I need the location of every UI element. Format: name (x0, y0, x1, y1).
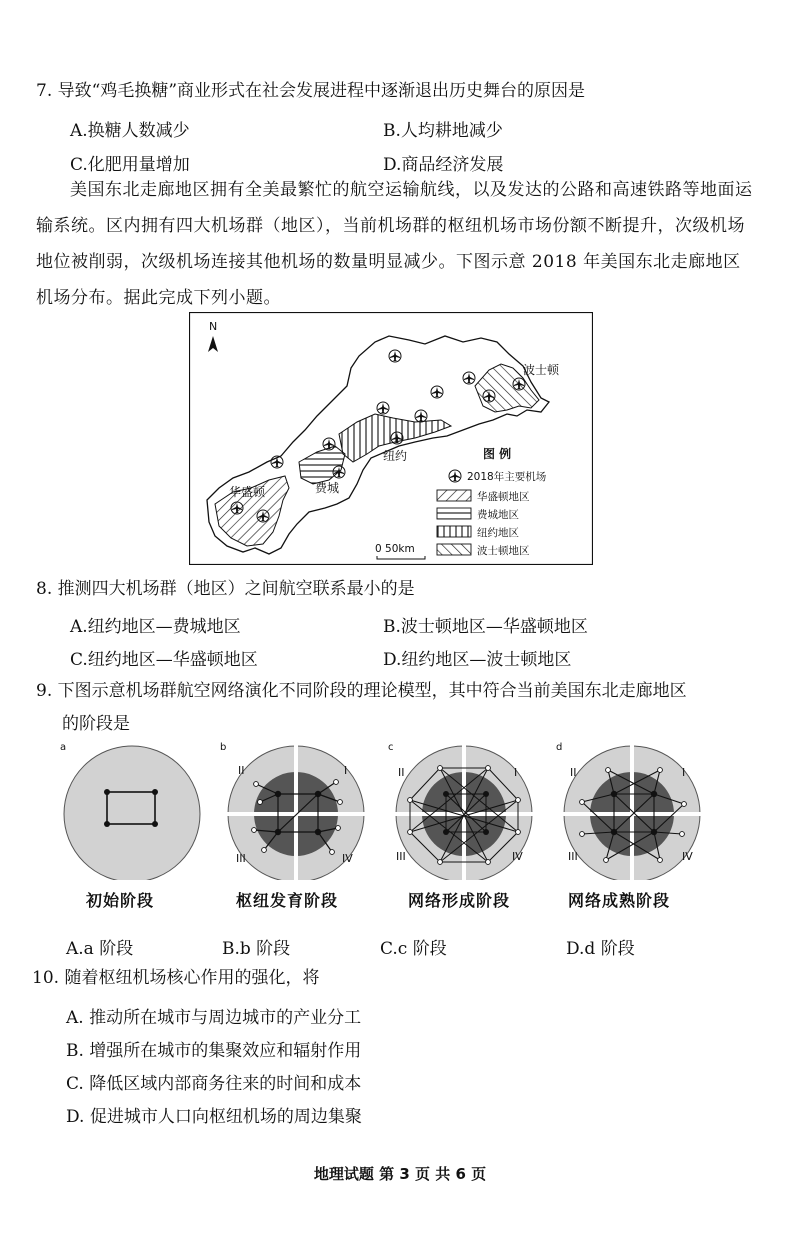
panel-b-diagram (216, 740, 376, 880)
city-washington: 华盛顿 (229, 485, 266, 499)
q7-option-b: B.人均耕地减少 (383, 121, 503, 141)
panel-d-label: 网络成熟阶段 (568, 891, 671, 910)
panel-a-label: 初始阶段 (86, 891, 155, 910)
panel-a-letter: a (60, 742, 67, 753)
q10-option-a: A. 推动所在城市与周边城市的产业分工 (66, 1008, 362, 1028)
panel-d-quad-iv: IV (682, 850, 693, 863)
panel-b-quad-i: I (344, 764, 348, 777)
panel-a-diagram (52, 740, 212, 880)
q8-option-a: A.纽约地区—费城地区 (70, 617, 241, 637)
panel-c-label: 网络形成阶段 (408, 891, 511, 910)
q8-stem: 8. 推测四大机场群（地区）之间航空联系最小的是 (36, 579, 415, 599)
q7-option-d: D.商品经济发展 (383, 155, 504, 175)
panel-b-quad-ii: II (238, 764, 245, 777)
panel-b-letter: b (220, 742, 227, 753)
q9-stem-line2: 的阶段是 (62, 714, 130, 734)
scale-label: 0 50km (375, 543, 415, 555)
q7-option-a: A.换糖人数减少 (70, 121, 190, 141)
legend-airport: 2018年主要机场 (467, 471, 547, 483)
q9-stem-line1: 9. 下图示意机场群航空网络演化不同阶段的理论模型，其中符合当前美国东北走廊地区 (36, 681, 687, 701)
panel-c-quad-i: I (514, 766, 518, 779)
q8-option-d: D.纽约地区—波士顿地区 (383, 650, 572, 670)
q7-option-c: C.化肥用量增加 (70, 155, 190, 175)
panel-c-quad-ii: II (398, 766, 405, 779)
panel-b-quad-iii: III (236, 852, 246, 865)
panel-d-diagram (552, 740, 712, 880)
legend-washington: 华盛顿地区 (477, 491, 530, 503)
city-philadelphia: 费城 (315, 481, 340, 495)
q9-option-c: C.c 阶段 (380, 939, 447, 959)
panel-d-quad-i: I (682, 766, 686, 779)
q10-option-c: C. 降低区域内部商务往来的时间和成本 (66, 1074, 362, 1094)
q9-option-b: B.b 阶段 (222, 939, 291, 959)
q10-option-d: D. 促进城市人口向枢纽机场的周边集聚 (66, 1107, 362, 1127)
legend-title: 图 例 (483, 447, 512, 461)
q10-stem: 10. 随着枢纽机场核心作用的强化，将 (32, 968, 320, 988)
legend-newyork: 纽约地区 (477, 527, 519, 539)
panel-c-letter: c (388, 742, 394, 753)
panel-b-label: 枢纽发育阶段 (236, 891, 339, 910)
panel-d-letter: d (556, 742, 563, 753)
q8-option-b: B.波士顿地区—华盛顿地区 (383, 617, 588, 637)
page-footer: 地理试题 第 3 页 共 6 页 (313, 1165, 487, 1183)
legend-boston: 波士顿地区 (477, 545, 530, 557)
q9-option-d: D.d 阶段 (566, 939, 635, 959)
q8-option-c: C.纽约地区—华盛顿地区 (70, 650, 258, 670)
legend-philadelphia: 费城地区 (477, 509, 519, 521)
panel-c-quad-iii: III (396, 850, 406, 863)
panel-d-quad-iii: III (568, 850, 578, 863)
q10-option-b: B. 增强所在城市的集聚效应和辐射作用 (66, 1041, 362, 1061)
airport-map (189, 312, 593, 565)
north-label: N (209, 320, 218, 333)
panel-b-quad-iv: IV (342, 852, 353, 865)
q9-option-a: A.a 阶段 (66, 939, 134, 959)
panel-d-quad-ii: II (570, 766, 577, 779)
panel-c-diagram (384, 740, 544, 880)
q7-stem: 7. 导致“鸡毛换糖”商业形式在社会发展进程中逐渐退出历史舞台的原因是 (36, 81, 586, 101)
city-newyork: 纽约 (383, 449, 408, 463)
passage-text: 美国东北走廊地区拥有全美最繁忙的航空运输航线，以及发达的公路和高速铁路等地面运输系统。区内拥有四大机场群（地区），当前机场群的枢纽机场市场份额不断提升，次级机场地位被削弱，次级机场连接其他机场的数量明显减少。下图示意 2018 年美国东北走廊地区机场分布。据此完成下列小题。 (36, 180, 753, 308)
panel-c-quad-iv: IV (512, 850, 523, 863)
city-boston: 波士顿 (523, 363, 560, 377)
